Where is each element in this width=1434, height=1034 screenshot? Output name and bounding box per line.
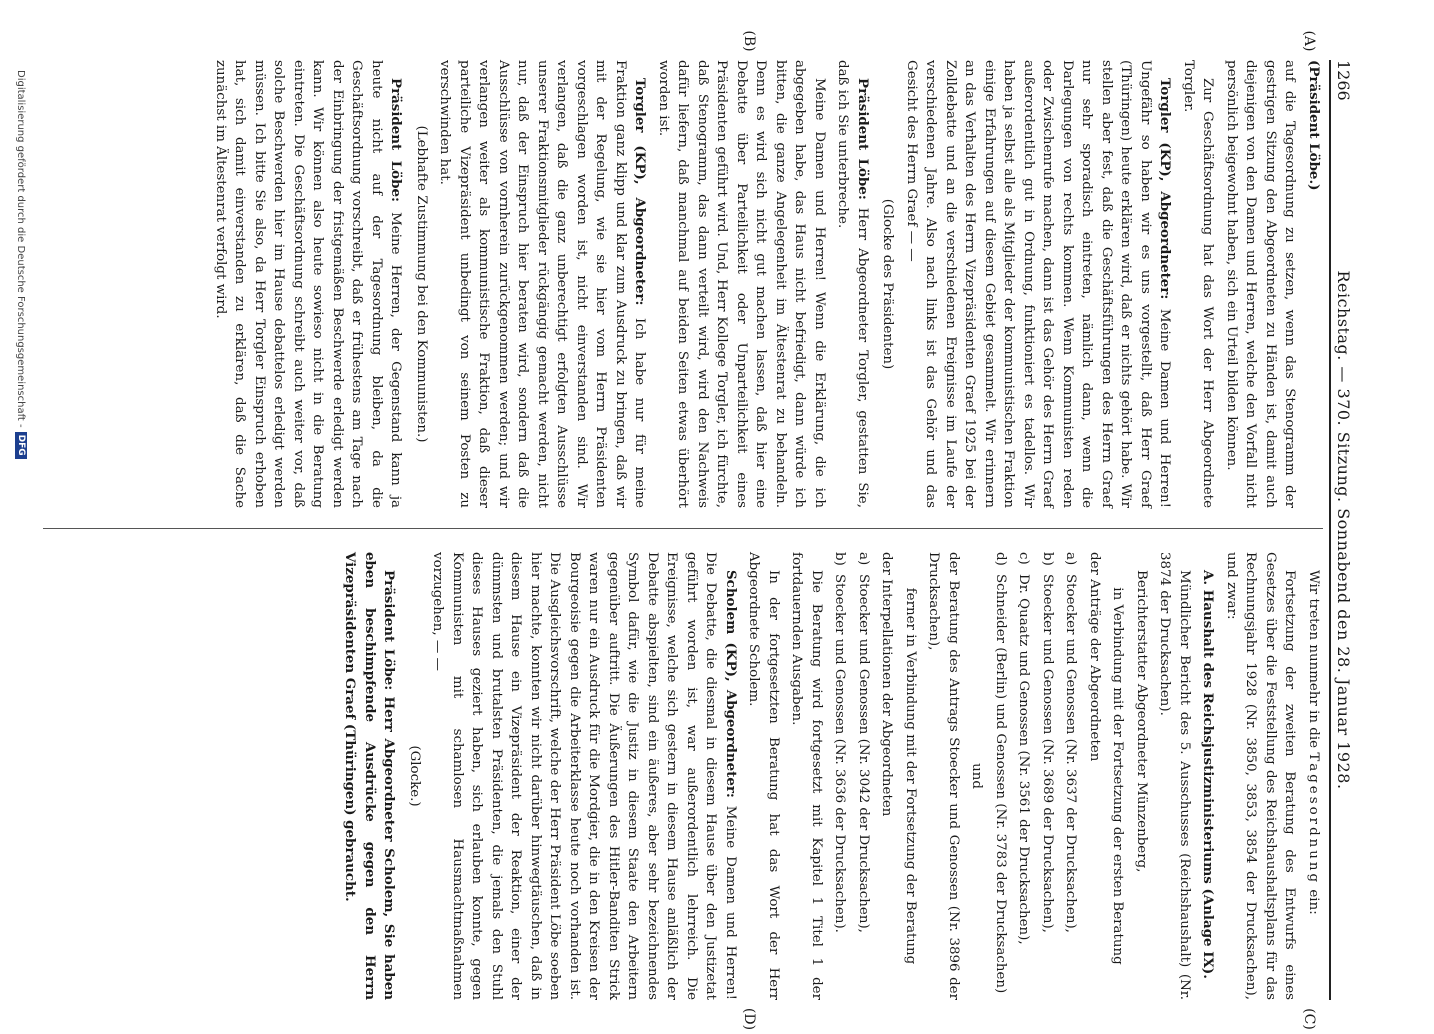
list-item-text: Stoecker und Genossen (Nr. 3042 der Drucksachen), <box>856 574 871 933</box>
text-fragment: Wir treten nunmehr in die <box>1306 570 1321 749</box>
speaker-name: Präsident Löbe: <box>381 570 398 691</box>
footer-text: Digitalisierung gefördert durch die Deutsche Forschungsgemeinschaft - <box>15 70 27 428</box>
speaker-name: Torgler (KP), Abgeordneter: <box>1157 78 1174 300</box>
list-item <box>830 552 850 1000</box>
paragraph: der Interpellationen der Abgeordneten <box>879 552 895 817</box>
margin-mark-c: (C) <box>1301 1008 1317 1030</box>
margin-mark-a: (A) <box>1301 30 1317 52</box>
speaker-name: Scholem (KP), Abgeordneter: <box>723 570 739 798</box>
paragraph: auf die Tagesordnung zu setzen, wenn das Stenogramm der gestrigen Sitzung den Abgeordneten zu Händen ist, damit auch diejenigen von den Damen und Herren, welche den Vorfall nicht persönlich beigewohnt haben, sich ein Urteil bilden können. <box>1224 60 1298 508</box>
list-item-label: a) <box>856 552 871 566</box>
list-item-label: b) <box>832 552 848 566</box>
paragraph: Die Beratung wird fortgesetzt mit Kapitel 1 Titel 1 der fortdauernden Ausgaben. <box>789 552 824 1000</box>
list-item <box>1014 552 1034 1000</box>
paragraph: der Beratung des Antrags Stoecker und Genossen (Nr. 3896 der Drucksachen), <box>926 552 961 1000</box>
stage-note: (Glocke des Präsidenten) <box>880 198 896 370</box>
list-item <box>991 552 1011 1000</box>
paragraph: Fortsetzung der zweiten Beratung des Entwurfs eines Gesetzes über die Feststellung des Reichshaushaltsplans für das Rechnungsjahr 1928 (Nr. 3850, 3853, 3854 der Drucksachen), und zwar: <box>1224 552 1298 1000</box>
speech-paragraph <box>833 60 872 508</box>
speech-text: Meine Damen und Herren! Ungefähr so haben wir es uns vorgestellt, daß Herr Graef (Thüringen) heute erklären wird, daß er nichts gehört habe. Wir stellen aber fest, daß die Geschäftsführungen des Herrn Graef nur sehr sporadisch eintreten, nämlich dann, wenn die Darlegungen von rechts kommen. Wenn Kommunisten reden oder Zwischenrufe machen, dann ist das Gehör des Herrn Graef außerordentlich gut in Ordnung, funktioniert es tadellos. Wir haben ja selbst alle als Mitglieder der kommunistischen Fraktion einige Erfahrungen auf diesem Gebiet gesammelt. Wir erinnern an das Verhalten des Herrn Vizepräsidenten Graef 1925 bei der Zolldebatte und an die verschiedenen Ereignisse im Laufe der verschiedenen Jahre. Also nach links ist das Gehör und das Gesicht des Herrn Graef — — <box>904 60 1173 508</box>
dfg-logo: DFG <box>15 432 27 459</box>
margin-mark-d: (D) <box>741 1007 757 1031</box>
paragraph: Berichterstatter Abgeordneter Münzenberg, <box>1134 570 1149 873</box>
agenda-intro <box>1304 552 1324 1000</box>
speaker-name: Präsident Löbe: <box>855 78 871 200</box>
paragraph: Meine Damen und Herren! Wenn die Erklärung, die ich abgegeben habe, das Haus nicht befriedigt, dann würde ich bitten, die ganze Angelegenheit im Ältestenrat zu behandeln. Denn es wird sich nicht gut machen lassen, daß hier eine Debatte über Parteilichkeit oder Unparteilichkeit eines Präsidenten geführt wird. Und, Herr Kollege Torgler, ich fürchte, daß Stenogramm, das dann verteilt wird, wird den Nachweis dafür liefern, daß manchmal auf beiden Seiten etwas überhört worden ist. <box>656 60 827 508</box>
paragraph: in Verbindung mit der Fortsetzung der ersten Beratung <box>1110 587 1126 965</box>
list-item-label: d) <box>993 552 1008 566</box>
list-item <box>1038 552 1058 1000</box>
list-item <box>854 552 874 1000</box>
page-header <box>1329 60 1357 1000</box>
speech-paragraph <box>340 552 399 1000</box>
page-number: 1266 <box>1334 60 1354 101</box>
speech-text: Ich habe nur für meine Fraktion ganz klipp und klar zum Ausdruck zu bringen, daß wir mit der Regelung, wie sie hier vom Herrn Präsidenten vorgeschlagen worden ist, nicht einverstanden sind. Wir verlangen, daß die ganz unberechtigt erfolgten Ausschlüsse unserer Fraktionsmitglieder rückgängig gemacht werden, nicht nur, daß der Einspruch hier beraten wird, sondern daß die Ausschlüsse von vornherein zurückgenommen werden; und wir verlangen weiter als kommunistische Fraktion, daß dieser parteiliche Vizepräsident unbedingt von seinem Posten zu verschwinden hat. <box>437 60 648 508</box>
page-title: Reichstag. — 370. Sitzung. Sonnabend den 28. Januar 1928. <box>1334 270 1354 790</box>
list-item-label: c) <box>1016 552 1032 565</box>
paragraph: und <box>969 763 985 789</box>
speaker-name: Präsident Löbe: <box>388 78 405 202</box>
speech-paragraph <box>428 552 740 1000</box>
section-heading: A. Haushalt des Reichsjustizministeriums (Anlage IX). <box>1200 570 1217 979</box>
text-fragment: ein: <box>1306 889 1321 915</box>
list-item-text: Schneider (Berlin) und Genossen (Nr. 3783 der Drucksachen) <box>993 574 1008 994</box>
speech-paragraph <box>435 60 650 508</box>
page-footer <box>15 70 27 990</box>
speech-text: Herr Abgeordneter Scholem, Sie haben eben beschimpfende Ausdrücke gegen den Herrn Vizepräsidenten Graef (Thüringen) gebraucht. <box>342 552 398 1000</box>
speech-text: Herr Abgeordneter Torgler, gestatten Sie, daß ich Sie unterbreche. <box>835 60 870 508</box>
paragraph: ferner in Verbindung mit der Fortsetzung der Beratung <box>903 587 918 965</box>
left-column <box>207 60 1324 508</box>
list-item-text: Stoecker und Genossen (Nr. 3689 der Drucksachen), <box>1040 574 1055 933</box>
list-item-label: b) <box>1040 552 1055 566</box>
list-item-text: Stoecker und Genossen (Nr. 3637 der Drucksachen), <box>1063 574 1079 933</box>
agenda-word: Tagesordnung <box>1306 752 1321 886</box>
paragraph: der Anträge der Abgeordneten <box>1087 552 1102 762</box>
paragraph: Zur Geschäftsordnung hat das Wort der Herr Abgeordnete Torgler. <box>1181 60 1216 508</box>
column-divider <box>43 528 1323 529</box>
speech-paragraph <box>902 60 1175 508</box>
paragraph: In der fortgesetzten Beratung hat das Wort der Herr Abgeordnete Scholem. <box>746 552 781 1000</box>
list-item-label: a) <box>1063 552 1079 566</box>
paragraph: Mündlicher Bericht des 5. Ausschusses (Reichshaushalt) (Nr. 3874 der Drucksachen). <box>1157 552 1192 1000</box>
list-item <box>1061 552 1081 1000</box>
speaker-intro: (Präsident Löbe.) <box>1306 60 1322 191</box>
speaker-name: Torgler (KP), Abgeordneter: <box>632 78 649 306</box>
speech-text: Meine Herren, der Gegenstand kann ja heute nicht auf der Tagesordnung bleiben, da die Geschäftsordnung vorschreibt, daß er frühestens am Tage nach der Einbringung der fristgemäßen Beschwerde erledigt werden kann. Wir können also heute sowieso nicht in die Beratung eintreten. Die Geschäftsordnung schreibt auch weiter vor, daß solche Beschwerden hier im Hause debattelos erledigt werden müssen. Ich bitte Sie also, da Herr Torgler Einspruch erhoben hat, sich damit einverstanden zu erklären, daß die Sache zunächst im Ältestenrat verfolgt wird. <box>213 60 404 508</box>
document-page <box>0 30 1357 1031</box>
interpellation-list <box>830 552 873 1000</box>
list-item-text: Dr. Quaatz und Genossen (Nr. 3561 der Drucksachen), <box>1016 574 1032 945</box>
motion-list <box>991 552 1081 1000</box>
stage-note: (Glocke.) <box>407 745 422 807</box>
list-item-text: Stoecker und Genossen (Nr. 3636 der Drucksachen). <box>832 574 848 933</box>
speech-paragraph <box>211 60 406 508</box>
speech-text: Meine Damen und Herren! Die Debatte, die diesmal in diesem Hause über den Justizetat geführt worden ist, war außerordentlich lehrreich. Die Ereignisse, welche sich gestern in diesem Hause anläßlich der Debatte abspielten, sind ein äußeres, aber sehr bezeichnendes Symbol dafür, wie die Justiz in diesem Staate den Arbeitern gegenüber auftritt. Die Äußerungen des Hitler-Banditen Strick waren nur ein Ausdruck für die Mordgier, die in den Kreisen der Bourgeoisie gegen die Arbeiterklasse heute noch vorhanden ist. Die Ausgleichsvorschrift, welche der Herr Präsident Löbe soeben hier machte, konnten wir nicht darüber hinwegtäuschen, daß in diesem Hause ein Vizepräsident der Reaktion, einer der dümmsten und brutalsten Präsidenten, die jemals den Stuhl dieses Hauses geziert haben, sich erlauben konnte, gegen Kommunisten mit schamlosen Hausmachtmaßnahmen vorzugehen, — — <box>430 552 738 1000</box>
margin-mark-b: (B) <box>741 30 757 52</box>
stage-note: (Lebhafte Zustimmung bei den Kommunisten.) <box>414 125 429 443</box>
right-column <box>336 552 1323 1000</box>
